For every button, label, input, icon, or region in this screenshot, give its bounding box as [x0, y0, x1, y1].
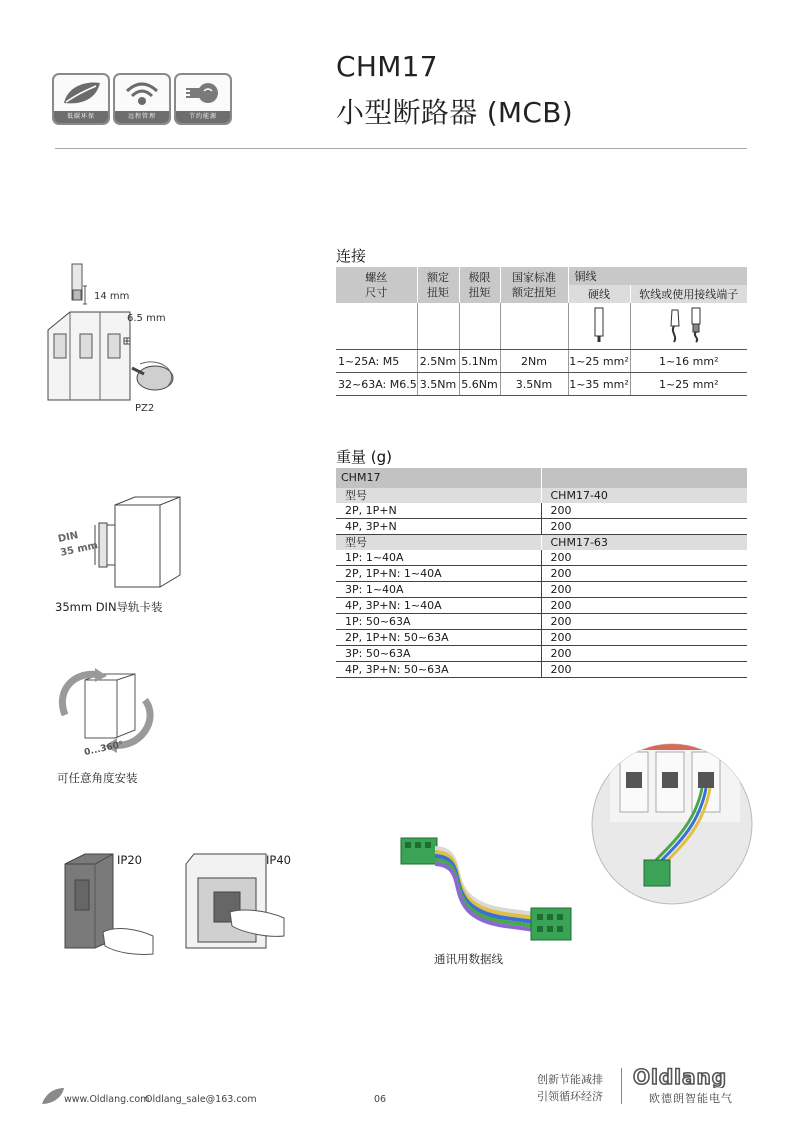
footer-email[interactable]: Oldlang_sale@163.com [145, 1094, 257, 1105]
footer-leaf-icon [40, 1086, 66, 1106]
slogan-line1: 创新节能减排 [537, 1073, 603, 1086]
footer-website[interactable]: www.Oldlang.com [64, 1094, 150, 1105]
weight-title: 重量 (g) [336, 448, 392, 466]
th-max-torque: 极限 扭矩 [459, 267, 500, 303]
slogan-line2: 引领循环经济 [537, 1090, 603, 1103]
th-screw-size: 螺丝 尺寸 [336, 267, 417, 303]
badge-label: 节约能源 [176, 111, 230, 123]
weight-row-value: 200 [541, 582, 747, 598]
weight-group: CHM17 [336, 468, 541, 488]
wifi-icon [115, 75, 169, 111]
weight-row-label: 4P, 3P+N: 1~40A [336, 598, 541, 614]
data-cable-illustration [395, 830, 595, 950]
ip20-label: IP20 [117, 853, 142, 867]
weight-row-value: 200 [541, 519, 747, 535]
weight-s2-header-label: 型号 [336, 535, 541, 551]
weight-row-label: 2P, 1P+N: 1~40A [336, 566, 541, 582]
connection-title: 连接 [336, 247, 367, 265]
connection-table [336, 267, 747, 396]
rotation-label: 0...360° [83, 739, 125, 759]
th-national-torque: 国家标准 额定扭矩 [500, 267, 568, 303]
strip-length-label: 14 mm [94, 291, 130, 302]
weight-s2-header-value: CHM17-63 [541, 535, 747, 551]
ip20-illustration [55, 850, 165, 960]
rotation-caption: 可任意角度安装 [57, 771, 138, 785]
footer-separator [621, 1068, 622, 1104]
weight-row-value: 200 [541, 614, 747, 630]
din-label-line1: DIN [57, 530, 80, 545]
weight-row-value: 200 [541, 646, 747, 662]
header-divider [55, 148, 747, 149]
cable-caption: 通讯用数据线 [434, 952, 503, 966]
product-title: 小型断路器 (MCB) [336, 96, 573, 129]
din-caption: 35mm DIN导轨卡装 [55, 600, 163, 614]
conn-row1-size: 1~25A: M5 [336, 350, 417, 373]
weight-row-label: 1P: 1~40A [336, 550, 541, 566]
th-flexible: 软线或使用接线端子 [630, 285, 747, 303]
conn-row2-solid: 1~35 mm² [568, 373, 630, 396]
weight-table [336, 468, 747, 678]
model-title: CHM17 [336, 50, 438, 83]
conn-row1-max: 5.1Nm [459, 350, 500, 373]
screwdriver-size-label: 6.5 mm [127, 313, 166, 324]
badge-energy [174, 73, 232, 125]
weight-row-value: 200 [541, 630, 747, 646]
solid-wire-icon [589, 306, 609, 344]
ip40-label: IP40 [266, 853, 291, 867]
conn-row1-solid: 1~25 mm² [568, 350, 630, 373]
connector-closeup-photo [590, 742, 755, 907]
brand-logo-text: Oldlang [633, 1066, 728, 1088]
conn-row2-size: 32~63A: M6.5 [336, 373, 417, 396]
weight-row-value: 200 [541, 598, 747, 614]
badge-label: 远程管理 [115, 111, 169, 123]
weight-row-label: 4P, 3P+N: 50~63A [336, 662, 541, 678]
weight-row-value: 200 [541, 503, 747, 519]
weight-row-label: 3P: 1~40A [336, 582, 541, 598]
badge-low-carbon [52, 73, 110, 125]
screwdriver-type-label: PZ2 [135, 403, 155, 414]
weight-row-value: 200 [541, 566, 747, 582]
badge-remote [113, 73, 171, 125]
th-rated-torque: 额定 扭矩 [417, 267, 459, 303]
leaf-icon [54, 75, 108, 111]
conn-row2-max: 5.6Nm [459, 373, 500, 396]
page-number: 06 [374, 1094, 387, 1105]
conn-row2-rated: 3.5Nm [417, 373, 459, 396]
th-solid: 硬线 [568, 285, 630, 303]
weight-row-label: 2P, 1P+N: 50~63A [336, 630, 541, 646]
weight-s1-header-value: CHM17-40 [541, 488, 747, 503]
th-copper: 铜线 [568, 267, 747, 285]
conn-row2-national: 3.5Nm [500, 373, 568, 396]
brand-logo [633, 1066, 748, 1088]
weight-row-label: 3P: 50~63A [336, 646, 541, 662]
weight-row-label: 2P, 1P+N [336, 503, 541, 519]
badge-label: 低碳环保 [54, 111, 108, 123]
weight-row-value: 200 [541, 662, 747, 678]
weight-s1-header-label: 型号 [336, 488, 541, 503]
conn-row1-flexible: 1~16 mm² [630, 350, 747, 373]
brand-name-cn: 欧德朗智能电气 [649, 1092, 733, 1105]
ferrule-wire-icon [664, 306, 714, 344]
conn-row1-rated: 2.5Nm [417, 350, 459, 373]
weight-row-value: 200 [541, 550, 747, 566]
bulb-icon [176, 75, 230, 111]
conn-row1-national: 2Nm [500, 350, 568, 373]
breaker-wiring-illustration [40, 260, 190, 420]
conn-row2-flexible: 1~25 mm² [630, 373, 747, 396]
weight-row-label: 1P: 50~63A [336, 614, 541, 630]
weight-row-label: 4P, 3P+N [336, 519, 541, 535]
din-label-line2: 35 mm [59, 540, 99, 559]
